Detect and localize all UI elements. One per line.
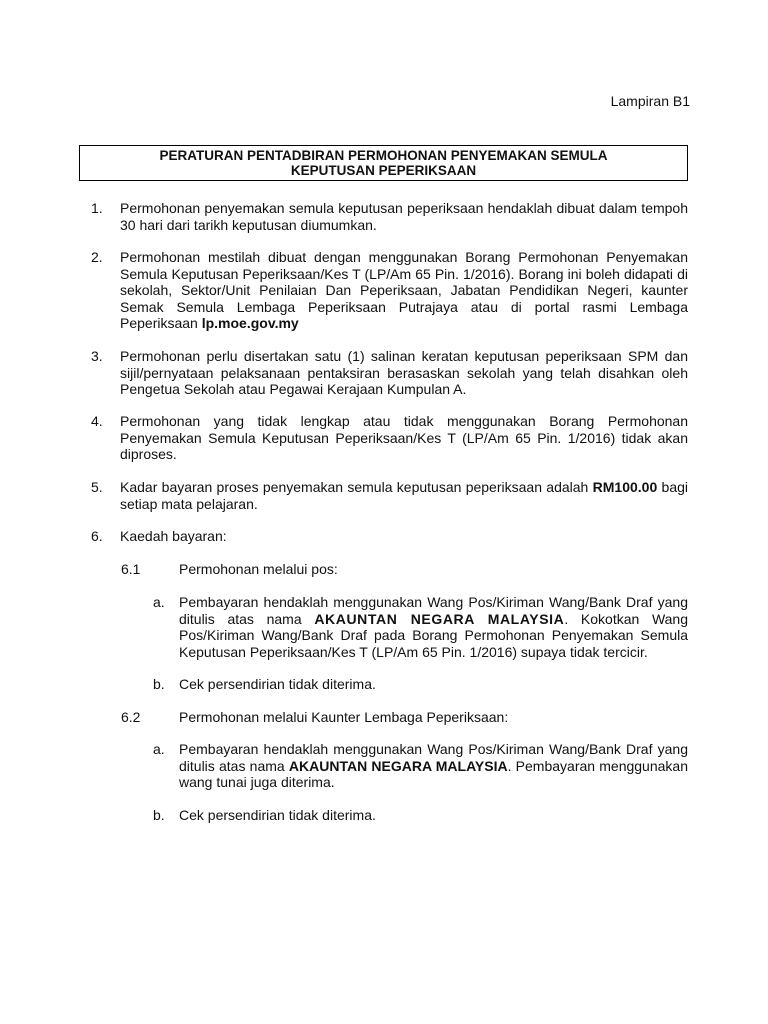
attachment-label: Lampiran B1	[610, 93, 690, 109]
item-number: 1.	[91, 200, 103, 216]
sub-item-number: 6.1	[121, 561, 141, 577]
item-text: Kaedah bayaran:	[120, 528, 227, 544]
letter-item-text: Cek persendirian tidak diterima.	[179, 807, 376, 823]
document-title	[79, 145, 688, 181]
item-number: 4.	[91, 413, 103, 429]
item-text	[120, 249, 688, 332]
portal-link[interactable]: lp.moe.gov.my	[201, 315, 299, 331]
letter-item-text	[179, 741, 688, 791]
sub-item-text: Permohonan melalui Kaunter Lembaga Peperiksaan:	[179, 709, 509, 725]
sub-item-number: 6.2	[121, 709, 141, 725]
item-number: 5.	[91, 479, 103, 495]
letter-item-label: b.	[153, 807, 165, 823]
letter-item-text: Cek persendirian tidak diterima.	[179, 676, 376, 692]
item-text	[120, 479, 688, 512]
letter-item-label: a.	[153, 741, 165, 757]
item-text: Permohonan penyemakan semula keputusan peperiksaan hendaklah dibuat dalam tempoh 30 hari dari tarikh keputusan diumumkan.	[120, 200, 688, 233]
item-text: Permohonan perlu disertakan satu (1) salinan keratan keputusan peperiksaan SPM dan sijil/pernyataan pelaksanaan pentaksiran berasaskan sekolah yang telah disahkan oleh Pengetua Sekolah atau Pegawai Kerajaan Kumpulan A.	[120, 348, 688, 397]
title-line-2: KEPUTUSAN PEPERIKSAAN	[290, 163, 477, 178]
item-body: Kadar bayaran proses penyemakan semula keputusan peperiksaan adalah	[120, 479, 589, 495]
item-number: 6.	[91, 528, 103, 544]
letter-item-label: b.	[153, 676, 165, 692]
letter-item-text	[179, 594, 688, 660]
payee-name: AKAUNTAN NEGARA MALAYSIA	[288, 757, 508, 774]
item-number: 2.	[91, 249, 103, 265]
sub-item-text: Permohonan melalui pos:	[179, 561, 338, 577]
letter-item-body: Pembayaran hendaklah menggunakan Wang Pos/Kiriman Wang/Bank Draf yang ditulis atas nama	[179, 594, 688, 627]
fee-amount: RM100.00	[592, 479, 658, 495]
letter-item-tail: . Kokotkan Wang Pos/Kiriman Wang/Bank Draf pada Borang Permohonan Penyemakan Semula Keputusan Peperiksaan/Kes T (LP/Am 65 Pin. 1/2016) supaya tidak tercicir.	[179, 610, 689, 660]
letter-item-label: a.	[153, 594, 165, 610]
item-number: 3.	[91, 348, 103, 364]
title-line-1: PERATURAN PENTADBIRAN PERMOHONAN PENYEMAKAN SEMULA	[159, 148, 608, 163]
item-body: Permohonan mestilah dibuat dengan menggunakan Borang Permohonan Penyemakan Semula Keputusan Peperiksaan/Kes T (LP/Am 65 Pin. 1/2016). Borang ini boleh didapati di sekolah, Sektor/Unit Penilaian Dan Peperiksaan, Jabatan Pendidikan Negeri, kaunter Semak Semula Lembaga Peperiksaan Putrajaya atau di portal rasmi Lembaga Peperiksaan	[120, 249, 688, 331]
item-body-tail: bagi setiap mata pelajaran.	[120, 479, 689, 512]
item-text: Permohonan yang tidak lengkap atau tidak menggunakan Borang Permohonan Penyemakan Semula Keputusan Peperiksaan/Kes T (LP/Am 65 Pin. 1/2016) tidak akan diproses.	[120, 413, 688, 462]
letter-item-body: Pembayaran hendaklah menggunakan Wang Pos/Kiriman Wang/Bank Draf yang ditulis atas nama	[179, 741, 688, 774]
payee-name: AKAUNTAN NEGARA MALAYSIA	[314, 610, 565, 627]
letter-item-tail: . Pembayaran menggunakan wang tunai juga diterima.	[179, 757, 688, 790]
